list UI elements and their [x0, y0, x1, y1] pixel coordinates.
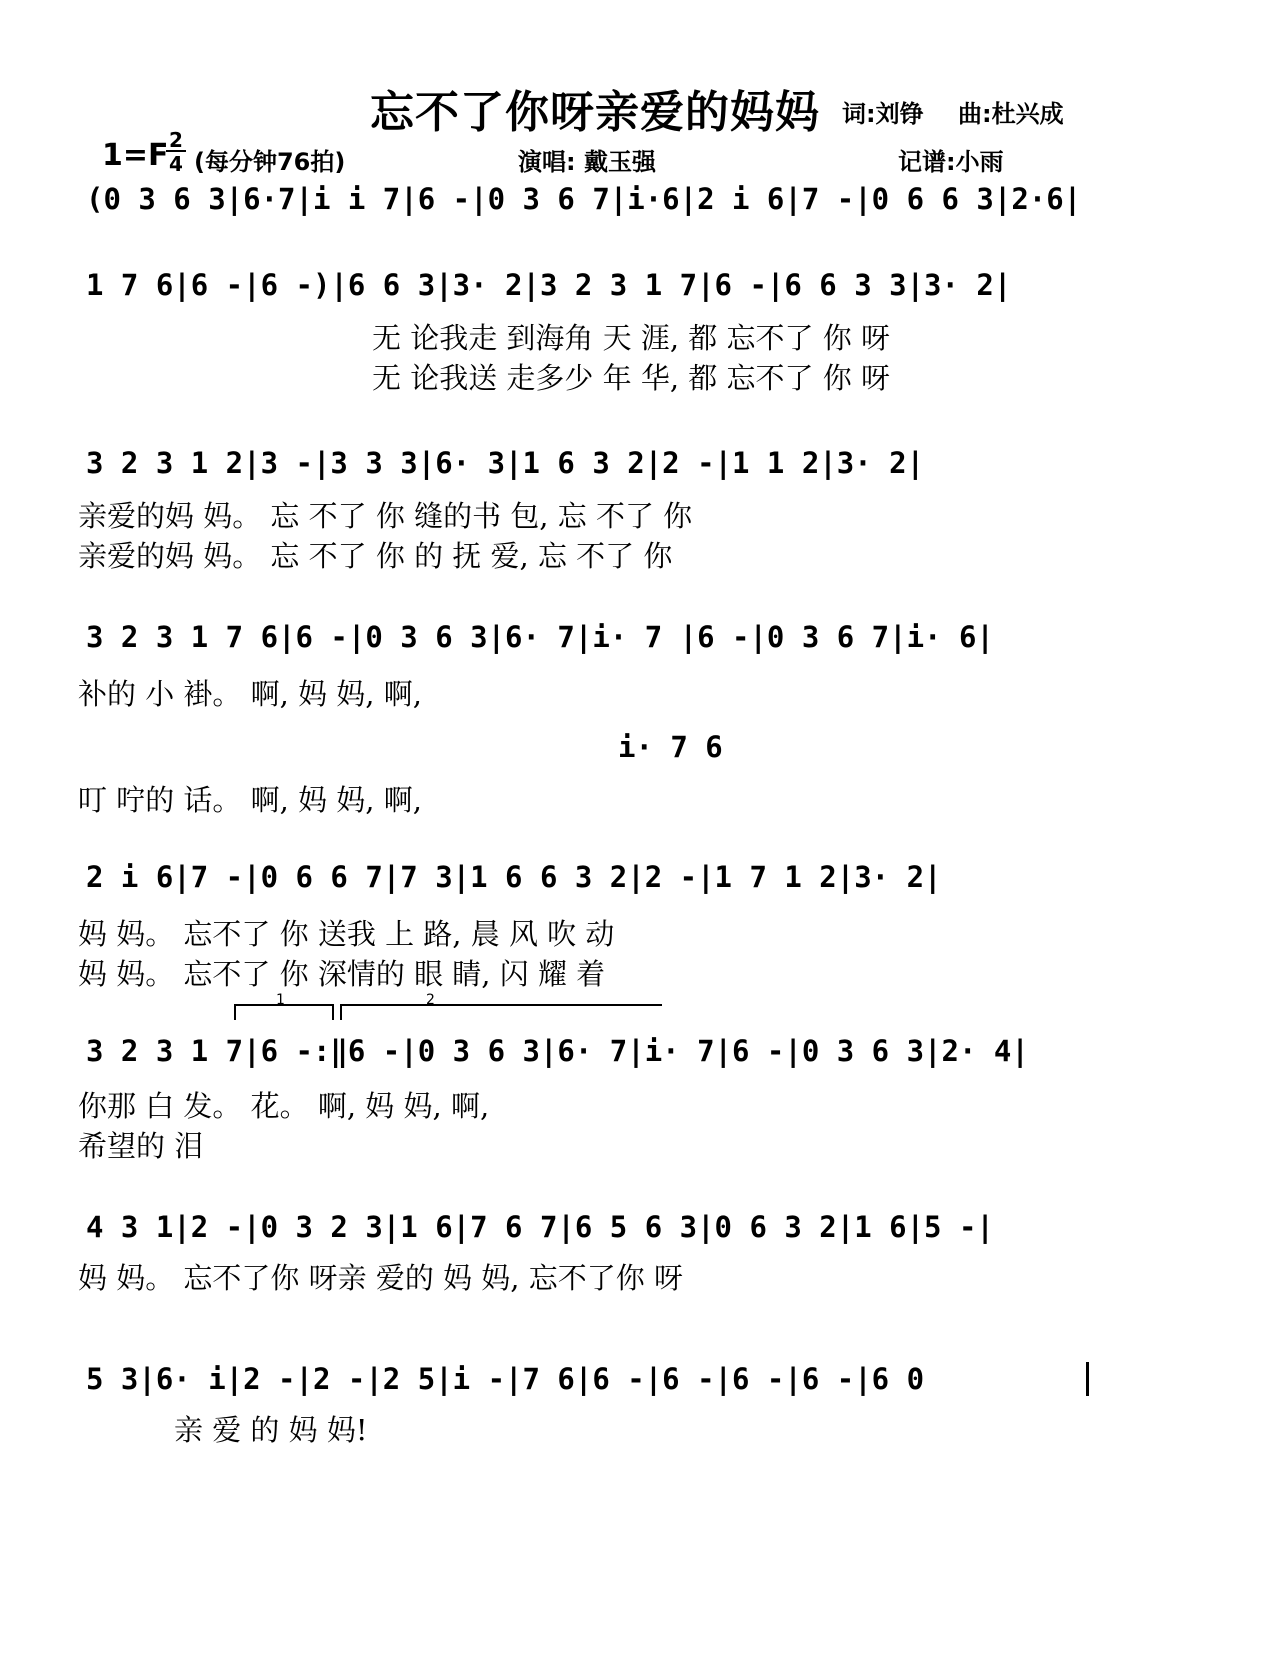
lyric-verse-2: 叮 咛的 话。 啊, 妈 妈, 啊,: [78, 783, 422, 817]
time-denominator: 4: [169, 152, 183, 176]
final-barline: [1086, 1362, 1089, 1396]
volta-bracket-1: [234, 992, 334, 1020]
time-numerator: 2: [166, 130, 186, 152]
volta-bracket-2: [340, 992, 662, 1020]
lyric-verse-2: 妈 妈。 忘不了 你 深情的 眼 睛, 闪 耀 着: [78, 957, 606, 991]
composer: 曲:杜兴成: [958, 100, 1064, 128]
lyric-verse-2: 无 论我送 走多少 年 华, 都 忘不了 你 呀: [372, 361, 890, 395]
song-title: 忘不了你呀亲爱的妈妈: [370, 87, 820, 138]
notation-line: 4 3 1|2 -|0 3 2 3|1 6|7 6 7|6 5 6 3|0 6 3 2|1 6|5 -|: [86, 1210, 994, 1244]
volta-number: 1: [276, 992, 285, 1008]
notation-line: 3 2 3 1 7|6 -:‖6 -|0 3 6 3|6· 7|i· 7|6 -|0 3 6 3|2· 4|: [86, 1034, 1029, 1068]
lyric-verse-1: 妈 妈。 忘不了你 呀亲 爱的 妈 妈, 忘不了你 呀: [78, 1261, 683, 1295]
singer: 演唱: 戴玉强: [518, 148, 656, 176]
lyricist: 词:刘铮: [842, 100, 924, 128]
tempo: (每分钟76拍): [194, 148, 346, 176]
transcriber: 记谱:小雨: [898, 148, 1004, 176]
lyric-verse-1: 亲 爱 的 妈 妈!: [174, 1413, 368, 1447]
notation-line: 1 7 6|6 -|6 -)|6 6 3|3· 2|3 2 3 1 7|6 -|6 6 3 3|3· 2|: [86, 268, 1012, 302]
notation-line: 3 2 3 1 7 6|6 -|0 3 6 3|6· 7|i· 7 |6 -|0 3 6 7|i· 6|: [86, 620, 994, 654]
lyric-verse-1: 亲爱的妈 妈。 忘 不了 你 缝的书 包, 忘 不了 你: [78, 499, 693, 533]
volta-number: 2: [426, 992, 435, 1008]
key-signature: 1=F: [102, 138, 169, 173]
lyric-verse-1: 妈 妈。 忘不了 你 送我 上 路, 晨 风 吹 动: [78, 917, 615, 951]
lyric-verse-2: 希望的 泪: [78, 1129, 204, 1163]
lyric-verse-2: 亲爱的妈 妈。 忘 不了 你 的 抚 爱, 忘 不了 你: [78, 539, 673, 573]
alternate-notes: i· 7 6: [618, 730, 723, 764]
notation-line: 2 i 6|7 -|0 6 6 7|7 3|1 6 6 3 2|2 -|1 7 1 2|3· 2|: [86, 860, 942, 894]
lyric-verse-1: 补的 小 褂。 啊, 妈 妈, 啊,: [78, 677, 422, 711]
lyric-verse-1: 你那 白 发。 花。 啊, 妈 妈, 啊,: [78, 1089, 490, 1123]
lyric-verse-1: 无 论我走 到海角 天 涯, 都 忘不了 你 呀: [372, 321, 890, 355]
notation-line: (0 3 6 3|6·7|i i 7|6 -|0 3 6 7|i·6|2 i 6|7 -|0 6 6 3|2·6|: [86, 182, 1082, 216]
notation-line: 5 3|6· i|2 -|2 -|2 5|i -|7 6|6 -|6 -|6 -|6 -|6 0: [86, 1362, 925, 1396]
notation-line: 3 2 3 1 2|3 -|3 3 3|6· 3|1 6 3 2|2 -|1 1 2|3· 2|: [86, 446, 925, 480]
